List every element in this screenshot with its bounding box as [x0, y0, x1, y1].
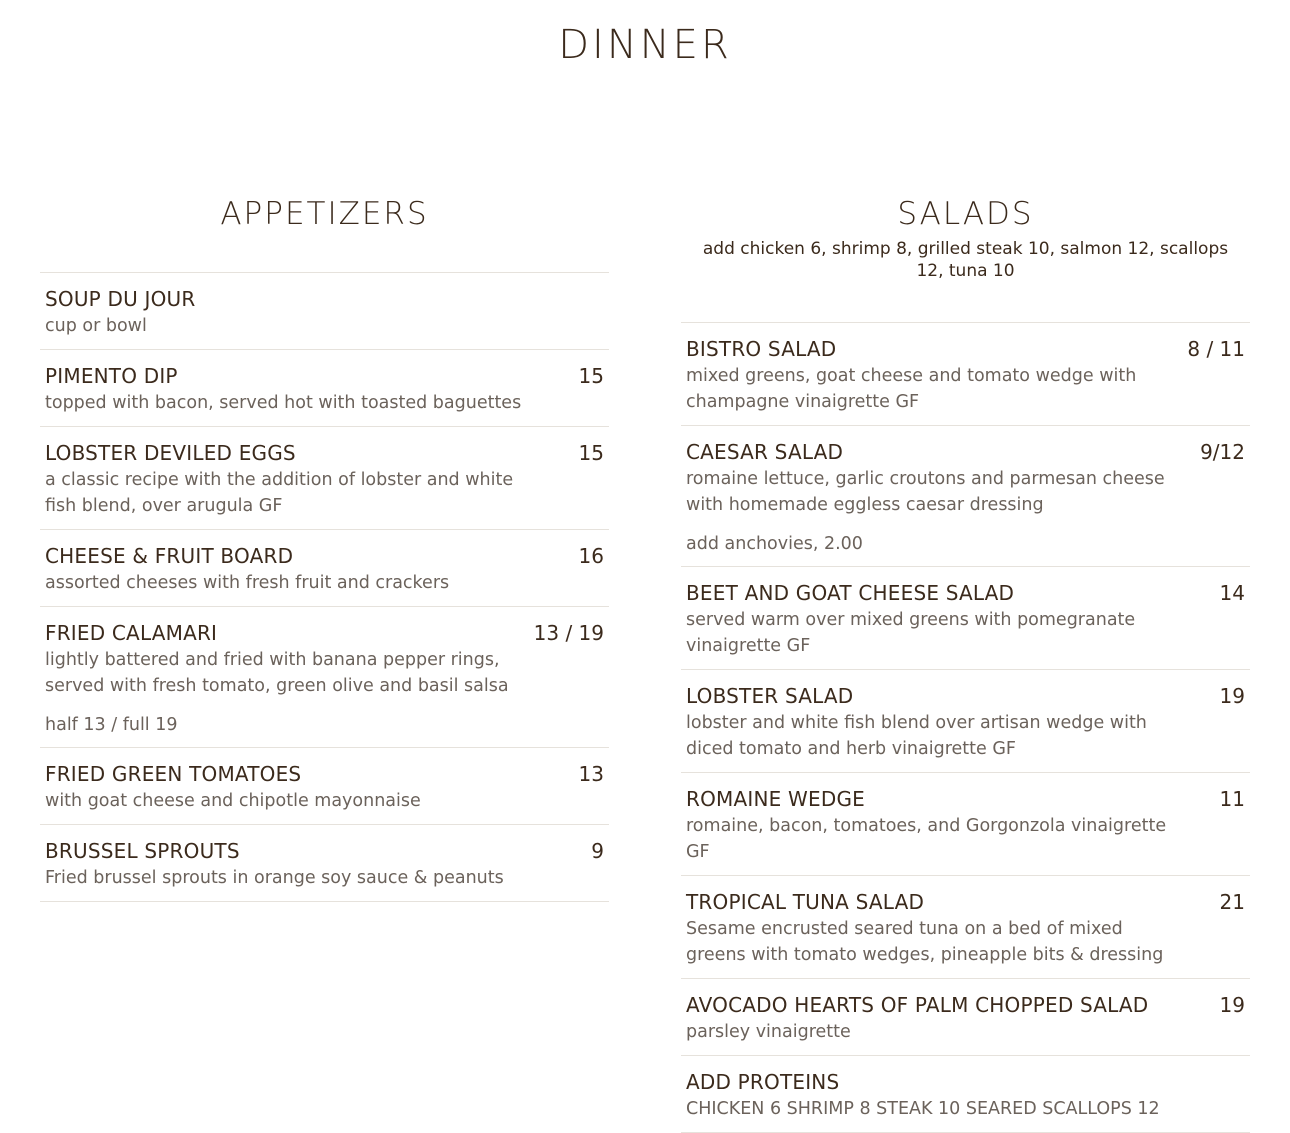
section-title-appetizers: APPETIZERS: [220, 196, 429, 232]
item-description: romaine, bacon, tomatoes, and Gorgonzola vinaigrette GF: [686, 816, 1167, 862]
item-price: 21: [1219, 890, 1245, 914]
item-price: 13: [578, 762, 604, 786]
appetizers-list: [40, 272, 609, 902]
item-price: 13 / 19: [533, 621, 604, 645]
item-description: served warm over mixed greens with pomegranate vinaigrette GF: [686, 610, 1136, 656]
item-price: 14: [1219, 581, 1245, 605]
item-description: parsley vinaigrette: [686, 1022, 851, 1042]
section-title-salads: SALADS: [897, 196, 1034, 232]
item-description: CHICKEN 6 SHRIMP 8 STEAK 10 SEARED SCALLOPS 12: [686, 1099, 1160, 1119]
item-price: 9/12: [1200, 440, 1245, 464]
item-description: topped with bacon, served hot with toasted baguettes: [45, 393, 522, 413]
menu-item: [681, 772, 1250, 875]
item-description: assorted cheeses with fresh fruit and crackers: [45, 573, 450, 593]
menu-item: [681, 425, 1250, 566]
item-description: lobster and white fish blend over artisan wedge with diced tomato and herb vinaigrette GF: [686, 713, 1147, 759]
page-title: DINNER: [558, 22, 732, 68]
menu-item: [40, 747, 609, 824]
item-price: 11: [1219, 787, 1245, 811]
menu-item: [681, 322, 1250, 425]
menu-item: [40, 272, 609, 349]
menu-item: [40, 606, 609, 747]
item-price: 16: [578, 544, 604, 568]
item-description: Fried brussel sprouts in orange soy sauce & peanuts: [45, 868, 504, 888]
item-name: BEET AND GOAT CHEESE SALAD: [686, 581, 1015, 605]
item-price: 19: [1219, 684, 1245, 708]
menu-item: [40, 349, 609, 426]
item-price: 15: [578, 441, 604, 465]
item-name: LOBSTER SALAD: [686, 684, 854, 708]
salads-addon-note: add chicken 6, shrimp 8, grilled steak 10, salmon 12, scallops 12, tuna 10: [702, 239, 1229, 281]
item-price: 19: [1219, 993, 1245, 1017]
item-price: 9: [591, 839, 604, 863]
menu-item: [681, 1055, 1250, 1133]
item-price: 8 / 11: [1187, 337, 1245, 361]
item-description: lightly battered and fried with banana pepper rings, served with fresh tomato, green olive and basil salsa: [45, 650, 509, 696]
item-extra-note: add anchovies, 2.00: [686, 534, 863, 554]
salads-list: [681, 322, 1250, 1133]
item-name: PIMENTO DIP: [45, 364, 178, 388]
menu-item: [681, 978, 1250, 1055]
item-description: with goat cheese and chipotle mayonnaise: [45, 791, 421, 811]
item-extra-note: half 13 / full 19: [45, 715, 178, 735]
item-name: AVOCADO HEARTS OF PALM CHOPPED SALAD: [686, 993, 1149, 1017]
item-description: a classic recipe with the addition of lobster and white fish blend, over arugula GF: [45, 470, 514, 516]
menu-item: [40, 529, 609, 606]
item-name: FRIED CALAMARI: [45, 621, 218, 645]
item-name: SOUP DU JOUR: [45, 287, 196, 311]
menu-item: [681, 669, 1250, 772]
salads-section: [681, 192, 1250, 1133]
item-description: Sesame encrusted seared tuna on a bed of mixed greens with tomato wedges, pineapple bits & dressing: [686, 919, 1164, 965]
item-name: BRUSSEL SPROUTS: [45, 839, 240, 863]
item-name: CHEESE & FRUIT BOARD: [45, 544, 294, 568]
menu-item: [681, 875, 1250, 978]
item-price: 15: [578, 364, 604, 388]
item-name: BISTRO SALAD: [686, 337, 837, 361]
item-name: FRIED GREEN TOMATOES: [45, 762, 302, 786]
menu-item: [40, 824, 609, 902]
item-name: CAESAR SALAD: [686, 440, 844, 464]
item-description: romaine lettuce, garlic croutons and parmesan cheese with homemade eggless caesar dressing: [686, 469, 1165, 515]
menu-item: [681, 566, 1250, 669]
menu-item: [40, 426, 609, 529]
item-description: cup or bowl: [45, 316, 147, 336]
item-description: mixed greens, goat cheese and tomato wedge with champagne vinaigrette GF: [686, 366, 1137, 412]
item-name: LOBSTER DEVILED EGGS: [45, 441, 296, 465]
appetizers-section: [40, 192, 609, 902]
item-name: TROPICAL TUNA SALAD: [686, 890, 925, 914]
item-name: ROMAINE WEDGE: [686, 787, 865, 811]
item-name: ADD PROTEINS: [686, 1070, 840, 1094]
